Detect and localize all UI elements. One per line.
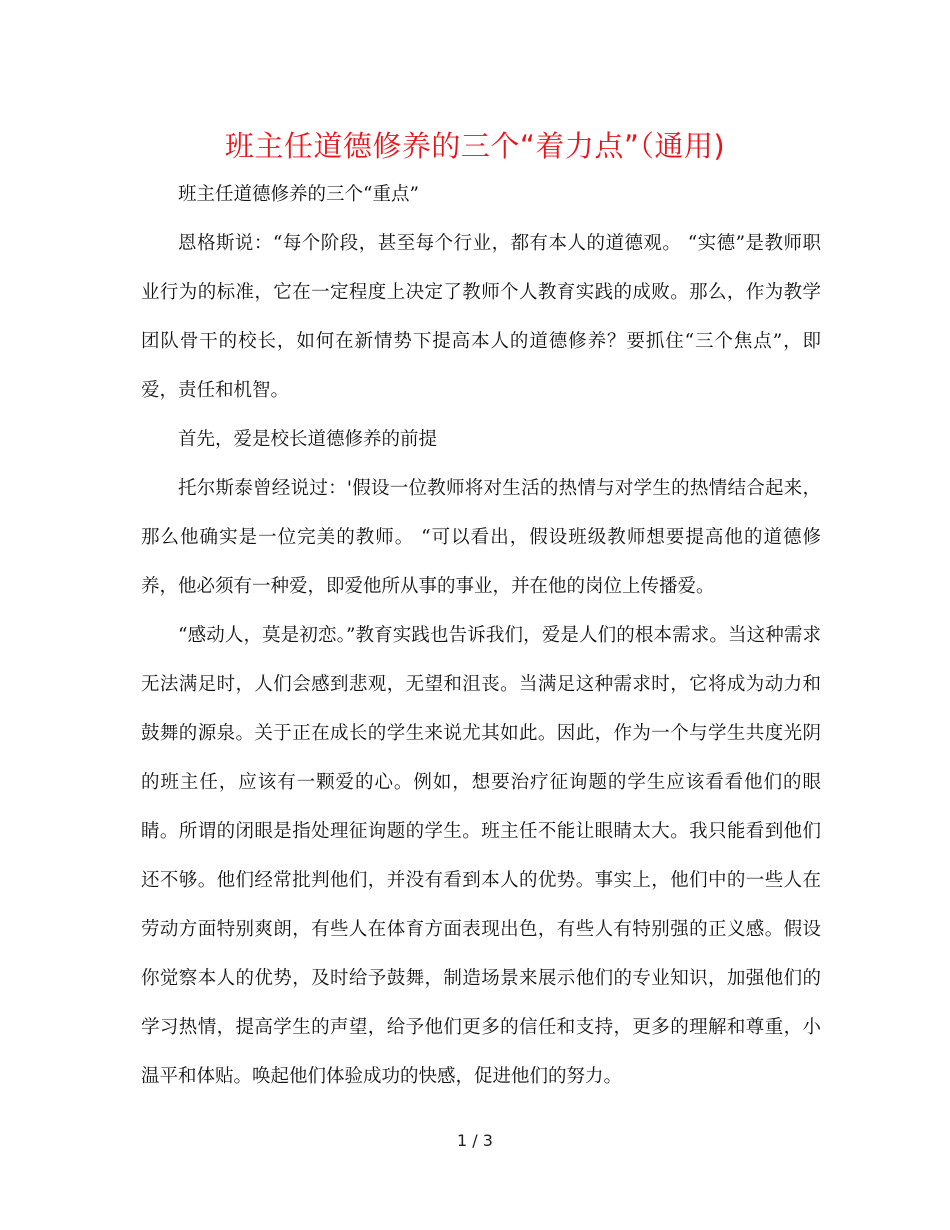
- body-paragraph: 托尔斯泰曾经说过：'假设一位教师将对生活的热情与对学生的热情结合起来，那么他确实是一位完美的教师。 “可以看出，假设班级教师想要提高他的道德修养，他必须有一种爱，即爱他所从事的事业，并在他的岗位上传播爱。: [141, 478, 821, 597]
- body-paragraph: “感动人，莫是初恋。”教育实践也告诉我们，爱是人们的根本需求。当这种需求无法满足时，人们会感到悲观，无望和沮丧。当满足这种需求时，它将成为动力和鼓舞的源泉。关于正在成长的学生来说尤其如此。因此，作为一个与学生共度光阴的班主任，应该有一颗爱的心。例如，想要治疗征询题的学生应该看看他们的眼睛。所谓的闭眼是指处理征询题的学生。班主任不能让眼睛太大。我只能看到他们还不够。他们经常批判他们，并没有看到本人的优势。事实上，他们中的一些人在劳动方面特别爽朗，有些人在体育方面表现出色，有些人有特别强的正义感。假设你觉察本人的优势，及时给予鼓舞，制造场景来展示他们的专业知识，加强他们的学习热情，提高学生的声望，给予他们更多的信任和支持，更多的理解和尊重，小温平和体贴。唤起他们体验成功的快感，促进他们的努力。: [141, 625, 821, 1087]
- section-heading: 班主任道德修养的三个“重点”: [178, 184, 419, 205]
- document-title: 班主任道德修养的三个“着力点”（通用): [224, 129, 726, 163]
- section-heading: 首先，爱是校长道德修养的前提: [178, 429, 438, 450]
- page-number: 1 / 3: [457, 1131, 493, 1150]
- document-body: [141, 170, 821, 1101]
- body-paragraph: 恩格斯说：“每个阶段，甚至每个行业，都有本人的道德观。 “实德”是教师职业行为的标准，它在一定程度上决定了教师个人教育实践的成败。那么，作为教学团队骨干的校长，如何在新情势下提高本人的道德修养？要抓住“三个焦点”，即爱，责任和机智。: [141, 233, 821, 401]
